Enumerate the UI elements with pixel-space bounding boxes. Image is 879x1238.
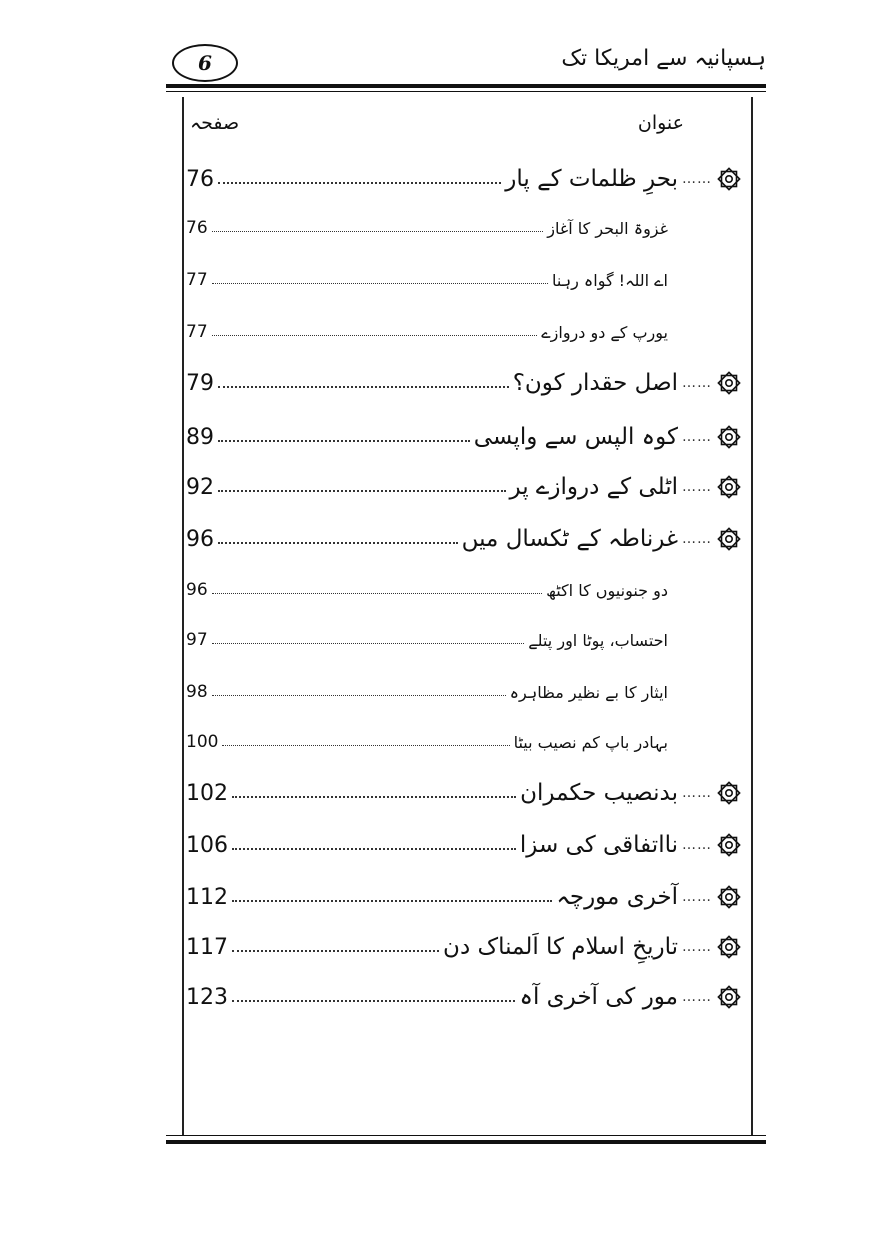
lead-dots: …… bbox=[682, 889, 712, 905]
toc-page-number: 79 bbox=[186, 370, 214, 396]
toc-row bbox=[186, 166, 742, 192]
toc-page-number: 89 bbox=[186, 424, 214, 450]
toc-page-number: 96 bbox=[186, 580, 208, 600]
toc-page-number: 123 bbox=[186, 984, 228, 1010]
toc-row bbox=[186, 984, 742, 1010]
dot-leader bbox=[212, 643, 525, 644]
toc-row bbox=[186, 832, 742, 858]
toc-page-number: 100 bbox=[186, 732, 219, 752]
dot-leader bbox=[218, 182, 501, 184]
toc-row bbox=[186, 780, 742, 806]
toc-entry-title: ایثار کا بے نظیر مظاہرہ bbox=[509, 682, 668, 702]
page-header bbox=[166, 40, 766, 86]
octagram-flower-icon bbox=[716, 166, 742, 192]
lead-dots: …… bbox=[682, 939, 712, 955]
toc-page-number: 96 bbox=[186, 526, 214, 552]
toc-entry-title: بدنصیب حکمران bbox=[520, 780, 678, 806]
toc-row bbox=[186, 934, 742, 960]
toc-row bbox=[186, 424, 742, 450]
toc-entry-title: نااتفاقی کی سزا bbox=[519, 832, 678, 858]
octagram-flower-icon bbox=[716, 370, 742, 396]
column-heading-page: صفحہ bbox=[190, 112, 240, 134]
toc-page-number: 92 bbox=[186, 474, 214, 500]
footer-rule-thin bbox=[166, 1135, 766, 1136]
dot-leader bbox=[232, 848, 516, 850]
toc-entry-title: اصل حقدار کون؟ bbox=[512, 370, 678, 396]
toc-page-number: 77 bbox=[186, 322, 208, 342]
toc-entry-title: اٹلی کے دروازے پر bbox=[509, 474, 678, 500]
dot-leader bbox=[222, 745, 509, 746]
dot-leader bbox=[212, 695, 506, 696]
toc-page-number: 97 bbox=[186, 630, 208, 650]
toc-entry-title: احتساب، پوٹا اور پتلے bbox=[528, 630, 668, 650]
toc-entry-title: غرناطہ کے ٹکسال میں bbox=[461, 526, 678, 552]
toc-row bbox=[186, 630, 742, 650]
dot-leader bbox=[212, 283, 548, 284]
toc-row bbox=[186, 474, 742, 500]
toc-page-number: 77 bbox=[186, 270, 208, 290]
toc-row bbox=[186, 322, 742, 342]
octagram-flower-icon bbox=[716, 884, 742, 910]
toc-entry-title: اے اللہ! گواہ رہنا bbox=[552, 270, 668, 290]
toc-row bbox=[186, 370, 742, 396]
lead-dots: …… bbox=[682, 531, 712, 547]
toc-page-number: 106 bbox=[186, 832, 228, 858]
lead-dots: …… bbox=[682, 785, 712, 801]
dot-leader bbox=[212, 231, 544, 232]
book-title: ہسپانیہ سے امریکا تک bbox=[561, 46, 766, 71]
toc-row bbox=[186, 526, 742, 552]
toc-page-number: 117 bbox=[186, 934, 228, 960]
dot-leader bbox=[232, 796, 516, 798]
footer-rule-thick bbox=[166, 1140, 766, 1144]
lead-dots: …… bbox=[682, 989, 712, 1005]
column-heading-title: عنوان bbox=[637, 112, 684, 134]
toc-entry-title: مور کی آخری آہ bbox=[519, 984, 678, 1010]
toc-entry-title: غزوۃ البحر کا آغاز bbox=[547, 218, 668, 238]
toc-row bbox=[186, 218, 742, 238]
toc-row bbox=[186, 884, 742, 910]
toc-row bbox=[186, 270, 742, 290]
toc-page-number: 102 bbox=[186, 780, 228, 806]
header-rule-thin bbox=[166, 91, 766, 92]
toc-row bbox=[186, 580, 742, 600]
octagram-flower-icon bbox=[716, 424, 742, 450]
toc-entry-title: دو جنونیوں کا اکٹھ bbox=[546, 580, 668, 600]
toc-page-number: 76 bbox=[186, 218, 208, 238]
dot-leader bbox=[232, 900, 552, 902]
octagram-flower-icon bbox=[716, 780, 742, 806]
toc-entry-title: بحرِ ظلمات کے پار bbox=[505, 166, 678, 192]
dot-leader bbox=[212, 335, 538, 336]
toc-row bbox=[186, 732, 742, 752]
lead-dots: …… bbox=[682, 479, 712, 495]
toc-page-number: 98 bbox=[186, 682, 208, 702]
page-number-oval bbox=[172, 44, 238, 82]
dot-leader bbox=[232, 950, 439, 952]
toc-row bbox=[186, 682, 742, 702]
toc-entry-title: تاریخِ اسلام کا اَلمناک دن bbox=[443, 934, 678, 960]
octagram-flower-icon bbox=[716, 934, 742, 960]
lead-dots: …… bbox=[682, 429, 712, 445]
toc-entry-title: کوہ الپس سے واپسی bbox=[473, 424, 678, 450]
dot-leader bbox=[218, 490, 506, 492]
lead-dots: …… bbox=[682, 375, 712, 391]
octagram-flower-icon bbox=[716, 832, 742, 858]
dot-leader bbox=[218, 542, 458, 544]
dot-leader bbox=[232, 1000, 515, 1002]
toc-page-number: 76 bbox=[186, 166, 214, 192]
header-rule-thick bbox=[166, 84, 766, 88]
toc-entry-title: آخری مورچہ bbox=[556, 884, 678, 910]
lead-dots: …… bbox=[682, 837, 712, 853]
lead-dots: …… bbox=[682, 171, 712, 187]
dot-leader bbox=[218, 386, 509, 388]
octagram-flower-icon bbox=[716, 984, 742, 1010]
toc-entry-title: بہادر باپ کم نصیب بیٹا bbox=[513, 732, 668, 752]
octagram-flower-icon bbox=[716, 526, 742, 552]
dot-leader bbox=[212, 593, 542, 594]
dot-leader bbox=[218, 440, 470, 442]
toc-page-number: 112 bbox=[186, 884, 228, 910]
octagram-flower-icon bbox=[716, 474, 742, 500]
toc-entry-title: یورپ کے دو دروازے bbox=[541, 322, 668, 342]
page-number: 6 bbox=[198, 51, 212, 75]
toc-frame bbox=[182, 97, 753, 1135]
